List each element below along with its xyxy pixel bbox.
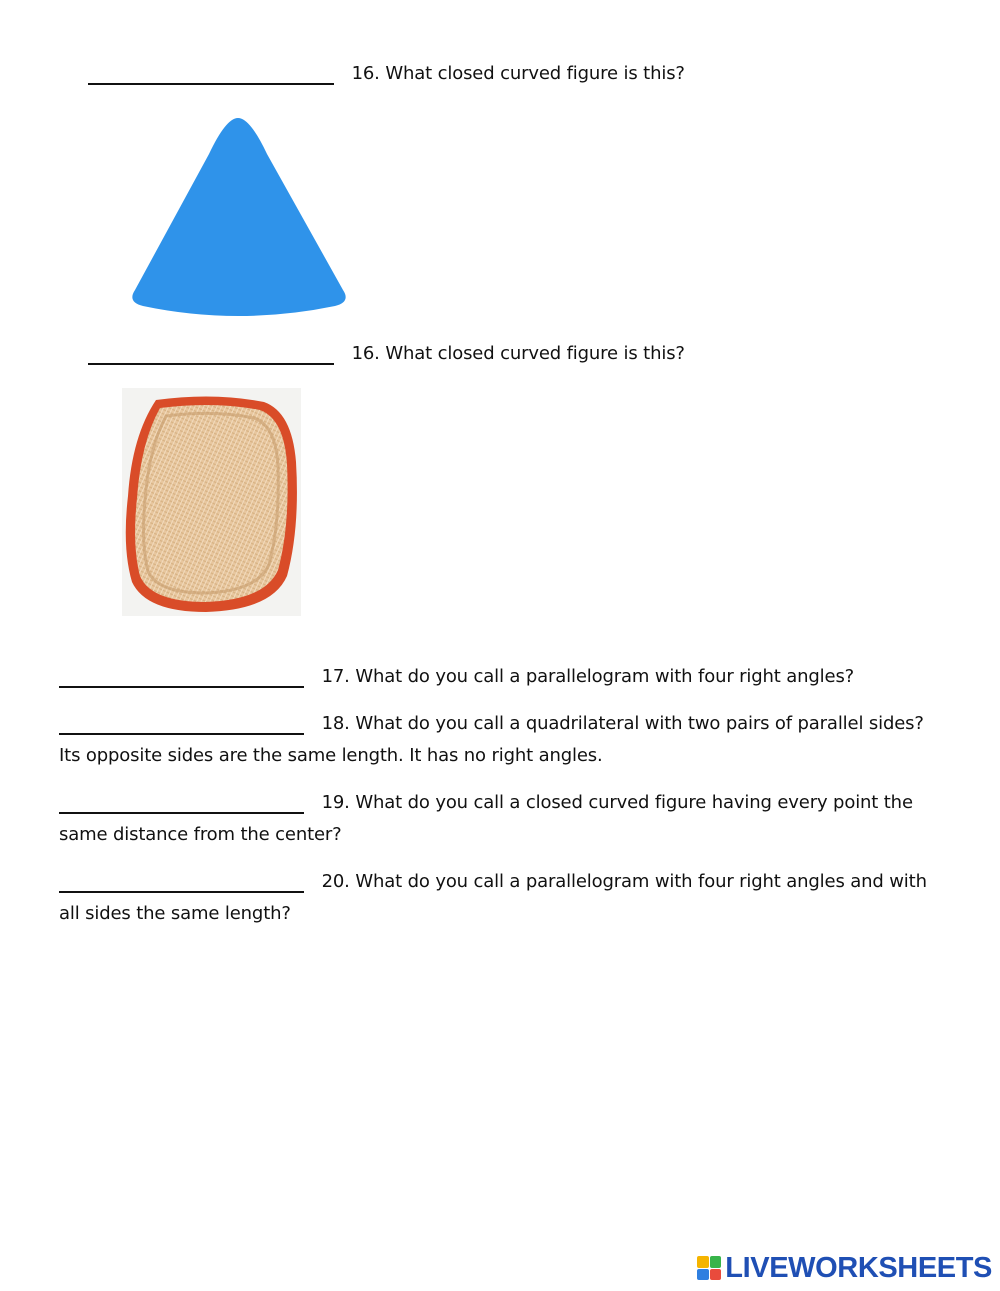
basket-image — [122, 388, 301, 616]
question-17 — [59, 665, 854, 689]
question-number: 18. — [321, 713, 350, 734]
answer-blank-20[interactable] — [59, 875, 304, 893]
question-16b — [88, 342, 685, 366]
question-text-line1: What do you call a closed curved figure having every point the — [355, 792, 913, 813]
question-number: 20. — [321, 871, 350, 892]
question-19-continuation: same distance from the center? — [59, 824, 342, 845]
question-18-continuation: Its opposite sides are the same length. It has no right angles. — [59, 745, 603, 766]
reuleaux-triangle-shape — [132, 118, 345, 316]
question-18 — [59, 712, 924, 736]
question-20 — [59, 870, 927, 894]
question-text: What closed curved figure is this? — [385, 63, 685, 84]
liveworksheets-logo — [697, 1253, 992, 1283]
question-text-line1: What do you call a quadrilateral with two pairs of parallel sides? — [355, 713, 924, 734]
answer-blank-16b[interactable] — [88, 347, 334, 365]
answer-blank-18[interactable] — [59, 717, 304, 735]
oval-basket-photo — [122, 388, 301, 616]
question-number: 16. — [351, 63, 380, 84]
answer-blank-16a[interactable] — [88, 67, 334, 85]
answer-blank-19[interactable] — [59, 796, 304, 814]
liveworksheets-icon — [697, 1256, 721, 1280]
question-19 — [59, 791, 913, 815]
question-number: 17. — [321, 666, 350, 687]
reuleaux-triangle-figure — [125, 112, 351, 322]
answer-blank-17[interactable] — [59, 670, 304, 688]
question-number: 19. — [321, 792, 350, 813]
question-text: What do you call a parallelogram with four right angles? — [355, 666, 855, 687]
question-text: What closed curved figure is this? — [385, 343, 685, 364]
question-16a — [88, 62, 685, 86]
brand-name: LIVEWORKSHEETS — [725, 1252, 992, 1284]
question-text-line1: What do you call a parallelogram with four right angles and with — [355, 871, 927, 892]
question-number: 16. — [351, 343, 380, 364]
question-20-continuation: all sides the same length? — [59, 903, 291, 924]
